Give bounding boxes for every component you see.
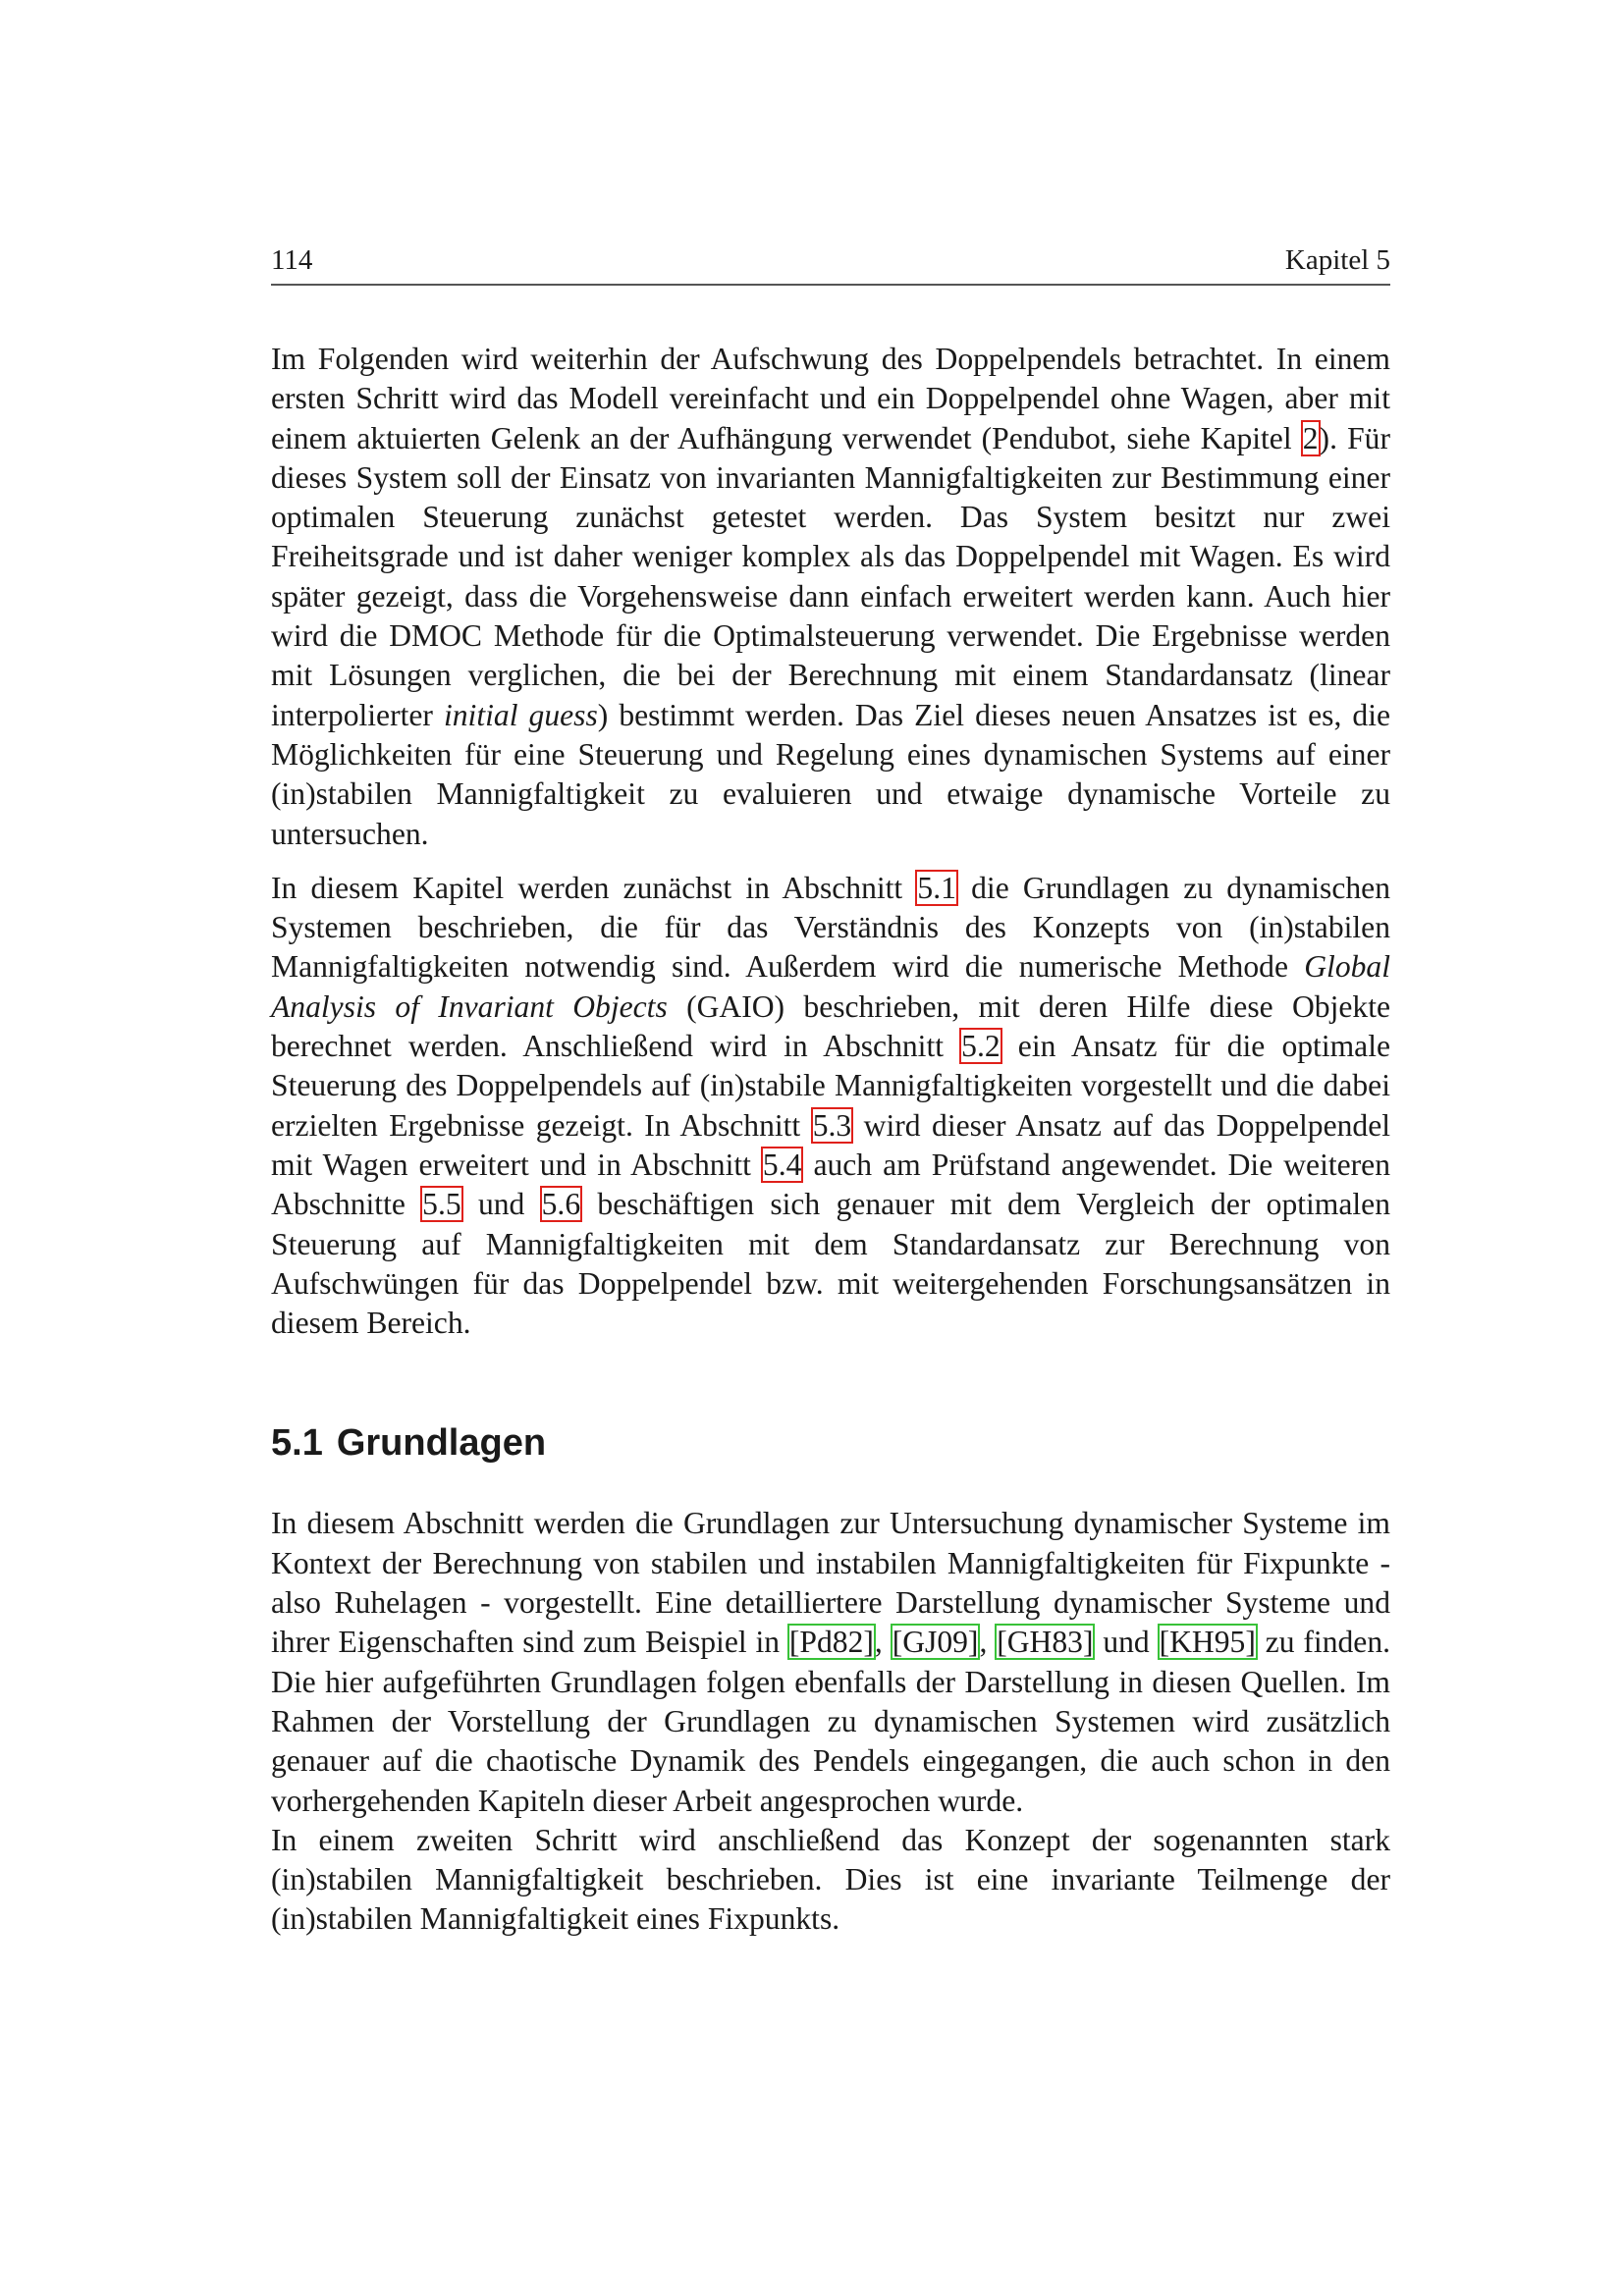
link-section-5-2[interactable]: 5.2 (961, 1029, 1001, 1064)
page-number: 114 (271, 244, 313, 276)
paragraph-intro (271, 340, 1390, 854)
link-section-5-4[interactable]: 5.4 (762, 1147, 802, 1182)
text-run: zu finden. Die hier aufgeführten Grundlagen folgen ebenfalls der Darstellung in diesen Quellen. Im Rahmen der Vorstellung der Grundlagen zu dynamischen Systemen wird zusätzlich genauer auf die chaotische Dynamik des Pendels eingegangen, die auch schon in den vorhergehenden Kapiteln dieser Arbeit angesprochen wurde. (271, 1625, 1391, 1818)
text-run: die Grundlagen zu dynamischen Systemen beschrieben, die für das Verständnis des Konzepts von (in)stabilen Mannigfaltigkeiten notwendig sind. Außerdem wird die numerische Methode (271, 870, 1390, 985)
text-run: Im Folgenden wird weiterhin der Aufschwung des Doppelpendels betrachtet. In einem ersten Schritt wird das Modell vereinfacht und ein Doppelpendel ohne Wagen, aber mit einem aktuierten Gelenk an der Aufhängung verwendet (Pendubot, siehe Kapitel (271, 342, 1390, 455)
citation-gj09[interactable]: [GJ09] (892, 1625, 979, 1660)
text-run: wird dieser Ansatz auf das Doppelpendel mit Wagen erweitert und in Abschnitt (271, 1107, 1390, 1182)
section-number: 5.1 (271, 1422, 323, 1465)
text-run: In einem zweiten Schritt wird anschließend das Konzept der sogenannten stark (in)stabilen Mannigfaltigkeit beschrieben. Dies ist eine invariante Teilmenge der (in)stabilen Mannigfaltigkeit eines Fixpunkts. (271, 1822, 1390, 1937)
text-run: ) bestimmt werden. Das Ziel dieses neuen Ansatzes ist es, die Möglichkeiten für eine Steuerung und Regelung eines dynamischen Systems auf einer (in)stabilen Mannigfaltigkeit zu evaluieren und etwaige dynamische Vorteile zu untersuchen. (271, 697, 1391, 851)
citation-pd82[interactable]: [Pd82] (788, 1625, 874, 1660)
running-title: Kapitel 5 (1284, 244, 1390, 276)
section-heading (271, 1421, 1390, 1465)
body-text (271, 340, 1390, 1940)
link-section-5-6[interactable]: 5.6 (541, 1187, 581, 1222)
text-run: In diesem Abschnitt werden die Grundlagen zur Untersuchung dynamischer Systeme im Kontext der Berechnung von stabilen und instabilen Mannigfaltigkeiten für Fixpunkte - also Ruhelagen - vorgestellt. Eine detailliertere Darstellung dynamischer Systeme und ihrer Eigenschaften sind zum Beispiel in (271, 1506, 1390, 1660)
paragraph-stark (271, 1821, 1390, 1940)
text-run: , (874, 1625, 892, 1660)
text-run: und (461, 1187, 541, 1222)
text-run: ). Für dieses System soll der Einsatz von invarianten Mannigfaltigkeiten zur Bestimmung einer optimalen Steuerung zunächst getestet werden. Das System besitzt nur zwei Freiheitsgrade und ist daher weniger komplex als das Doppelpendel mit Wagen. Es wird später gezeigt, dass die Vorgehensweise dann einfach erweitert werden kann. Auch hier wird die DMOC Methode für die Optimalsteuerung verwendet. Die Ergebnisse werden mit Lösungen verglichen, die bei der Berechnung mit einem Standardansatz (linear interpolierter (271, 420, 1390, 732)
text-run: beschäftigen sich genauer mit dem Vergleich der optimalen Steuerung auf Mannigfaltigkeiten mit dem Standardansatz zur Berechnung von Aufschwüngen für das Doppelpendel bzw. mit weitergehenden Forschungsansätzen in diesem Bereich. (271, 1187, 1391, 1341)
link-section-5-5[interactable]: 5.5 (422, 1187, 461, 1222)
paragraph-overview (271, 869, 1390, 1344)
italic-term: initial guess (443, 697, 598, 732)
italic-term: Global Analysis of Invariant Objects (271, 949, 1390, 1024)
text-run: In diesem Kapitel werden zunächst in Abschnitt (271, 870, 917, 905)
text-run: auch am Prüfstand angewendet. Die weiteren Abschnitte (271, 1147, 1390, 1222)
text-run: ein Ansatz für die optimale Steuerung des Doppelpendels auf (in)stabile Mannigfaltigkeiten vorgestellt und die dabei erzielten Ergebnisse gezeigt. In Abschnitt (271, 1029, 1390, 1143)
text-run: und (1094, 1625, 1159, 1660)
link-section-5-1[interactable]: 5.1 (917, 870, 956, 905)
section-title: Grundlagen (336, 1422, 547, 1465)
text-run: (GAIO) beschrieben, mit deren Hilfe diese Objekte berechnet werden. Anschließend wird in Abschnitt (271, 988, 1390, 1064)
text-run: , (979, 1625, 997, 1660)
citation-kh95[interactable]: [KH95] (1159, 1625, 1256, 1660)
link-section-5-3[interactable]: 5.3 (812, 1107, 852, 1143)
link-kapitel-2[interactable]: 2 (1302, 420, 1319, 455)
paragraph-grundlagen (271, 1504, 1390, 1820)
citation-gh83[interactable]: [GH83] (997, 1625, 1094, 1660)
page-header (271, 242, 1390, 286)
